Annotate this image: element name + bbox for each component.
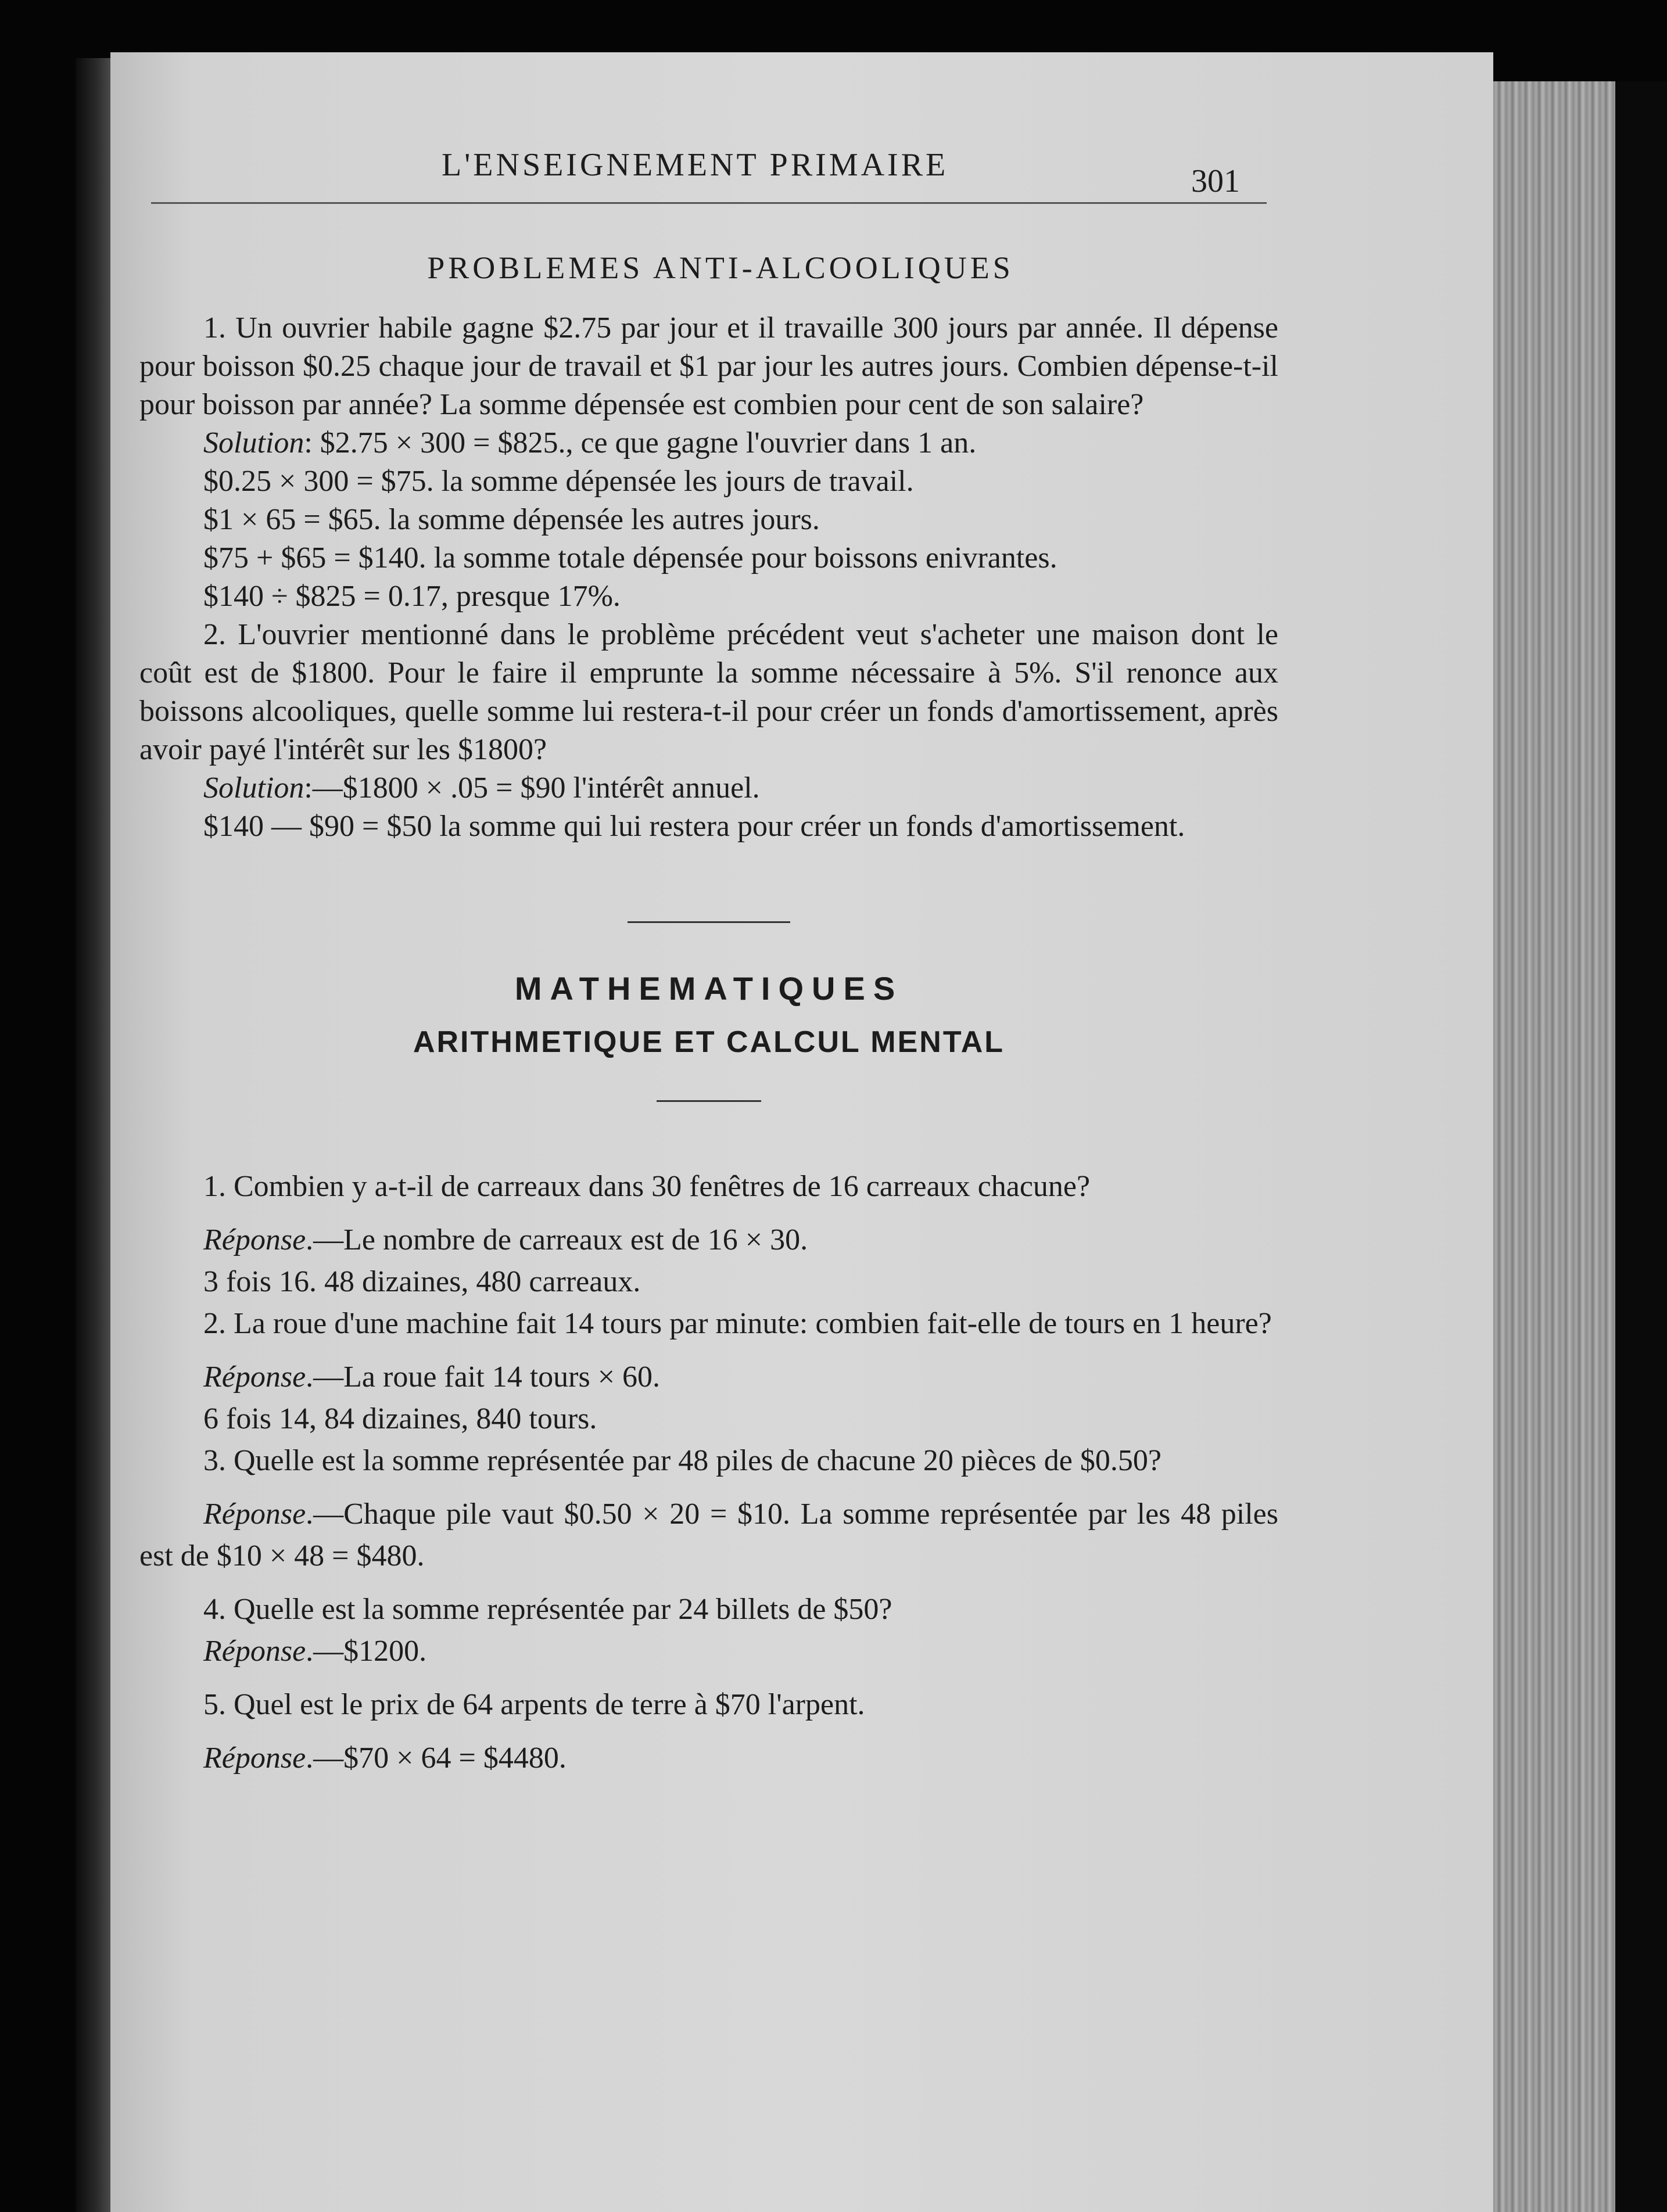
solution-label: Solution (203, 426, 304, 459)
exercise-answer: Réponse.—La roue fait 14 tours × 60. (203, 1360, 661, 1394)
exercise-item (139, 1589, 1278, 1672)
solution-line-1: : $2.75 × 300 = $825., ce que gagne l'ouvrier dans 1 an. (304, 426, 977, 459)
exercise-list (139, 1166, 1278, 1779)
problem-1 (139, 309, 1278, 616)
exercise-question: 3. Quelle est la somme représentée par 48 piles de chacune 20 pièces de $0.50? (203, 1444, 1161, 1477)
section-title-anti-alcool: PROBLEMES ANTI-ALCOOLIQUES (427, 250, 1014, 285)
exercise-question: 2. La roue d'une machine fait 14 tours par minute: combien fait-elle de tours en 1 heure? (203, 1307, 1272, 1340)
exercise-answer: Réponse.—Chaque pile vaut $0.50 × 20 = $10. La somme représentée par les 48 piles est de $10 × 48 = $480. (139, 1498, 1278, 1572)
solution-line-2: $0.25 × 300 = $75. la somme dépensée les jours de travail. (203, 465, 914, 498)
exercise-item (139, 1303, 1278, 1440)
solution-line-1: :—$1800 × .05 = $90 l'intérêt annuel. (304, 771, 760, 805)
running-head (139, 116, 1278, 199)
section-subtitle: ARITHMETIQUE ET CALCUL MENTAL (413, 1025, 1005, 1059)
book-spine-shadow (76, 58, 110, 2212)
section-title-mathematiques: MATHEMATIQUES (514, 970, 904, 1007)
exercise-answer: Réponse.—$70 × 64 = $4480. (203, 1741, 567, 1775)
exercise-item (139, 1166, 1278, 1303)
exercise-item (139, 1684, 1278, 1779)
exercise-answer: Réponse.—Le nombre de carreaux est de 16 × 30. (203, 1223, 808, 1256)
right-margin-shadow (1615, 81, 1667, 2212)
problem-1-text: 1. Un ouvrier habile gagne $2.75 par jour et il travaille 300 jours par année. Il dépense pour boisson $0.25 chaque jour de travail et $1 par jour les autres jours. Combien dépense-t-il pour boisson par année? La somme dépensée est combien pour cent de son salaire? (139, 311, 1278, 421)
exercise-question: 5. Quel est le prix de 64 arpents de terre à $70 l'arpent. (203, 1688, 865, 1721)
exercise-answer: Réponse.—$1200. (203, 1635, 427, 1668)
solution-line-5: $140 ÷ $825 = 0.17, presque 17%. (203, 580, 621, 613)
answer-label: Réponse (203, 1360, 306, 1394)
exercise-item (139, 1440, 1278, 1577)
answer-label: Réponse (203, 1498, 306, 1531)
exercise-answer-detail: 3 fois 16. 48 dizaines, 480 carreaux. (203, 1265, 641, 1298)
running-title: L'ENSEIGNEMENT PRIMAIRE (442, 147, 949, 183)
problem-2-text: 2. L'ouvrier mentionné dans le problème précédent veut s'acheter une maison dont le coût est de $1800. Pour le faire il emprunte la somme nécessaire à 5%. S'il renonce aux boissons alcooliques, quelle somme lui restera-t-il pour créer un fonds d'amortissement, après avoir payé l'intérêt sur les $1800? (139, 618, 1278, 766)
answer-label: Réponse (203, 1635, 306, 1668)
exercise-answer-detail: 6 fois 14, 84 dizaines, 840 tours. (203, 1402, 597, 1435)
solution-line-4: $75 + $65 = $140. la somme totale dépensée pour boissons enivrantes. (203, 541, 1057, 574)
answer-label: Réponse (203, 1223, 306, 1256)
problem-1-solution (139, 424, 1278, 462)
problem-2-solution (139, 769, 1278, 807)
solution-line-3: $1 × 65 = $65. la somme dépensée les autres jours. (203, 503, 820, 536)
page-number: 301 (1191, 163, 1240, 199)
answer-label: Réponse (203, 1741, 306, 1775)
exercise-question: 1. Combien y a-t-il de carreaux dans 30 fenêtres de 16 carreaux chacune? (203, 1170, 1091, 1203)
header-rule (151, 202, 1267, 204)
page-content (139, 116, 1278, 1779)
solution-line-2: $140 — $90 = $50 la somme qui lui restera pour créer un fonds d'amortissement. (203, 810, 1185, 843)
solution-label: Solution (203, 771, 304, 805)
problem-2 (139, 616, 1278, 846)
subtitle-divider (657, 1100, 761, 1102)
section-divider (628, 921, 790, 923)
exercise-question: 4. Quelle est la somme représentée par 24 billets de $50? (203, 1593, 892, 1626)
